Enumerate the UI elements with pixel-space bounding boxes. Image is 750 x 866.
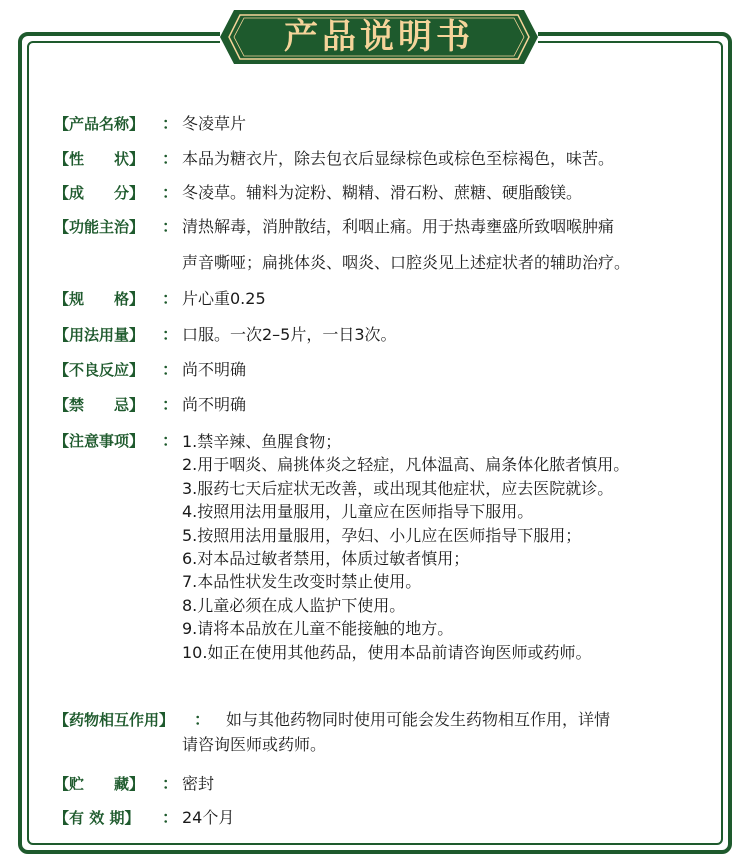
field-value: 片心重0.25 [182,289,266,308]
field-value: 声音嘶哑；扁挑体炎、咽炎、口腔炎见上述症状者的辅助治疗。 [182,253,631,272]
list-item: 8.儿童必须在成人监护下使用。 [182,595,406,615]
field-label: 【产品名称】 [54,115,145,133]
field-value: 冬凌草。辅料为淀粉、糊精、滑石粉、蔗糖、硬脂酸镁。 [182,183,583,202]
list-item: 3.服药七天后症状无改善，或出现其他症状，应去医院就诊。 [182,478,614,498]
field-label: 【成 分】 [54,184,145,202]
field-label: 【功能主治】 [54,218,145,236]
field-colon: ： [162,183,179,202]
list-item: 7.本品性状发生改变时禁止使用。 [182,572,422,592]
list-item: 4.按照用法用量服用，儿童应在医师指导下服用。 [182,502,534,522]
page-title: 产品说明书 [284,17,474,57]
field-value: 密封 [182,774,215,793]
list-item: 1.禁辛辣、鱼腥食物； [182,432,342,451]
field-value: 请咨询医师或药师。 [182,735,327,754]
field-value: 口服。一次2–5片，一日3次。 [182,325,397,344]
field-value: 冬凌草片 [182,114,247,133]
field-value: 本品为糖衣片，除去包衣后显绿棕色或棕色至棕褐色，味苦。 [182,149,615,168]
field-label: 【不良反应】 [54,361,145,379]
field-label: 【药物相互作用】 [54,711,175,729]
field-colon: ： [194,710,211,729]
field-value: 如与其他药物同时使用可能会发生药物相互作用，详情 [226,710,611,729]
list-item: 5.按照用法用量服用，孕妇、小儿应在医师指导下服用； [182,525,582,545]
field-label: 【规 格】 [54,290,145,308]
field-value: 24个月 [182,808,235,827]
field-colon: ： [162,808,179,827]
list-item: 10.如正在使用其他药品，使用本品前请咨询医师或药师。 [182,642,592,662]
list-item: 9.请将本品放在儿童不能接触的地方。 [182,619,454,639]
field-label: 【用法用量】 [54,326,145,344]
field-colon: ： [162,325,179,344]
field-colon: ： [162,289,179,308]
field-colon: ： [162,431,179,450]
title-banner [220,6,538,68]
field-label: 【性 状】 [54,150,145,168]
field-value: 尚不明确 [182,395,247,414]
field-label: 【注意事项】 [54,432,145,450]
field-colon: ： [162,217,179,236]
field-label: 【有 效 期】 [54,809,140,827]
field-label: 【贮 藏】 [54,775,145,793]
precautions-list [182,430,629,664]
field-colon: ： [162,360,179,379]
list-item: 6.对本品过敏者禁用，体质过敏者慎用； [182,549,470,569]
list-item: 2.用于咽炎、扁挑体炎之轻症，凡体温高、扁条体化脓者慎用。 [182,455,630,475]
field-value: 清热解毒，消肿散结，利咽止痛。用于热毒壅盛所致咽喉肿痛 [182,217,615,236]
field-colon: ： [162,395,179,414]
field-colon: ： [162,774,179,793]
field-value: 尚不明确 [182,360,247,379]
field-colon: ： [162,114,179,133]
field-label: 【禁 忌】 [54,396,145,414]
field-colon: ： [162,149,179,168]
